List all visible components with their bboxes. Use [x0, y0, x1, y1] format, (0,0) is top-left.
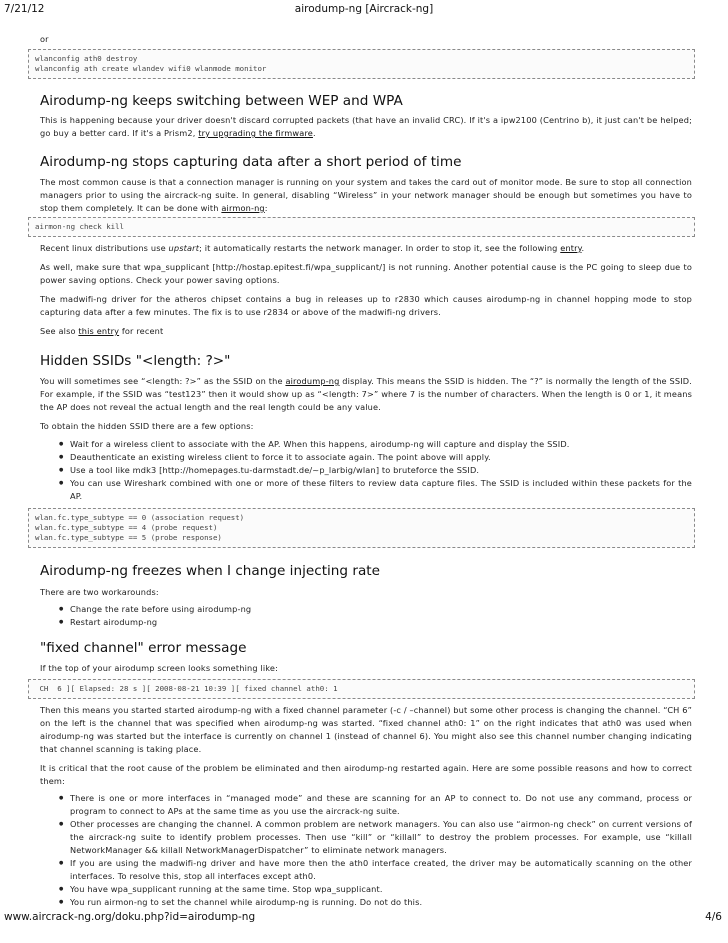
link-airmon-ng[interactable]: airmon-ng — [221, 203, 265, 213]
code-block-wireshark-filters: wlan.fc.type_subtype == 0 (association request) wlan.fc.type_subtype == 4 (probe request) wlan.fc.type_subtype == 5 (probe response) — [28, 508, 695, 548]
paragraph: The madwifi-ng driver for the atheros chipset contains a bug in releases up to r2830 which causes airodump-ng in channel hopping mode to stop capturing data after a few minutes. The fix is to use r2834 or above of the madwifi-ng drivers. — [40, 294, 692, 317]
list-item: ● Deauthenticate an existing wireless client to force it to associate again. The point above will apply. — [70, 451, 692, 464]
list-item: ● Wait for a wireless client to associate with the AP. When this happens, airodump-ng will capture and display the SSID. — [70, 438, 692, 451]
workarounds-list — [40, 603, 692, 629]
heading-freezes-injecting-rate: Airodump-ng freezes when I change injecting rate — [40, 563, 380, 579]
paragraph: If the top of your airodump screen looks something like: — [40, 663, 278, 673]
paragraph: There are two workarounds: — [40, 587, 159, 597]
link-entry[interactable]: entry — [560, 243, 582, 253]
print-date: 7/21/12 — [4, 3, 45, 15]
footer-url: www.aircrack-ng.org/doku.php?id=airodump-ng — [4, 911, 256, 923]
paragraph: Then this means you started started airodump-ng with a fixed channel parameter (-c / –channel) but some other process is changing the channel. “CH 6” on the left is the channel that was specified when airodump-ng was started. “fixed channel ath0: 1” on the right indicates that ath0 was used when airodump-ng was started but the interface is currently on channel 1 (instead of channel 6). You might also see this channel number changing indicating that channel scanning is taking place. — [40, 705, 692, 754]
list-item: ● There is one or more interfaces in “managed mode” and these are scanning for an AP to connect to. Do not use any command, process or program to connect to APs at the same time as you use the aircrack-ng suite. — [70, 792, 692, 818]
heading-hidden-ssids: Hidden SSIDs "<length: ?>" — [40, 353, 231, 369]
list-item: ● Change the rate before using airodump-ng — [70, 603, 692, 616]
paragraph: As well, make sure that wpa_supplicant [http://hostap.epitest.fi/wpa_supplicant/] is not running. Another potential cause is the PC going to sleep due to power saving options. Check your power saving options. — [40, 262, 692, 285]
list-item: ● Use a tool like mdk3 [http://homepages.tu-darmstadt.de/~p_larbig/wlan] to bruteforce the SSID. — [70, 464, 692, 477]
heading-stops-capturing: Airodump-ng stops capturing data after a short period of time — [40, 154, 462, 170]
hidden-ssid-options-list — [40, 438, 692, 503]
paragraph: The most common cause is that a connection manager is running on your system and takes the card out of monitor mode. Be sure to stop all connection managers prior to using the aircrack-ng suite. In general, disabling “Wireless” in your network manager should be enough but sometimes you have to stop them completely. It can be done with airmon-ng: — [40, 177, 692, 213]
root-cause-list — [40, 792, 692, 909]
code-block-fixed-channel: CH 6 ][ Elapsed: 28 s ][ 2008-08-21 10:39 ][ fixed channel ath0: 1 — [28, 679, 695, 699]
list-item: ● Restart airodump-ng — [70, 616, 692, 629]
document-body — [35, 33, 692, 909]
code-block-airmon-check-kill: airmon-ng check kill — [28, 217, 695, 237]
list-item: ● Other processes are changing the channel. A common problem are network managers. You can also use “airmon-ng check” on current versions of the aircrack-ng suite to identify problem processes. Then use “kill” or “killall” to destroy the problem processes. For example, use “killall NetworkManager && killall NetworkManagerDispatcher” to eliminate network managers. — [70, 818, 692, 857]
paragraph: Recent linux distributions use upstart; it automatically restarts the network manager. In order to stop it, see the following entry. — [40, 243, 585, 253]
list-item: ● You run airmon-ng to set the channel while airodump-ng is running. Do not do this. — [70, 896, 692, 909]
heading-wep-wpa: Airodump-ng keeps switching between WEP and WPA — [40, 93, 403, 109]
intro-or: or — [40, 34, 49, 44]
paragraph: To obtain the hidden SSID there are a few options: — [40, 421, 254, 431]
paragraph: You will sometimes see “<length: ?>” as the SSID on the airodump-ng display. This means the SSID is hidden. The “?” is normally the length of the SSID. For example, if the SSID was “test123” then it would show up as “<length: 7>” where 7 is the number of characters. When the length is 0 or 1, it means the AP does not reveal the actual length and the real length could be any value. — [40, 376, 692, 412]
paragraph: See also this entry for recent — [40, 326, 164, 336]
paragraph: It is critical that the root cause of the problem be eliminated and then airodump-ng restarted again. Here are some possible reasons and how to correct them: — [40, 763, 692, 786]
list-item: ● If you are using the madwifi-ng driver and have more then the ath0 interface created, the driver may be automatically scanning on the other interfaces. To resolve this, stop all interfaces except ath0. — [70, 857, 692, 883]
list-item: ● You have wpa_supplicant running at the same time. Stop wpa_supplicant. — [70, 883, 692, 896]
heading-fixed-channel: "fixed channel" error message — [40, 640, 247, 656]
link-airodump-ng[interactable]: airodump-ng — [285, 376, 340, 386]
link-this-entry[interactable]: this entry — [78, 326, 120, 336]
link-upgrading-firmware[interactable]: try upgrading the firmware — [198, 128, 313, 138]
page-number: 4/6 — [705, 911, 722, 923]
page-header — [0, 3, 728, 17]
list-item: ● You can use Wireshark combined with one or more of these filters to review data capture files. The SSID is included within these packets for the AP. — [70, 477, 692, 503]
paragraph: This is happening because your driver doesn't discard corrupted packets (that have an invalid CRC). If it's a ipw2100 (Centrino b), it just can't be helped; go buy a better card. If it's a Prism2, try upgrading the firmware. — [40, 115, 692, 138]
code-block-wlanconfig: wlanconfig ath0 destroy wlanconfig ath create wlandev wifi0 wlanmode monitor — [28, 49, 695, 79]
page-title: airodump-ng [Aircrack-ng] — [294, 3, 434, 15]
